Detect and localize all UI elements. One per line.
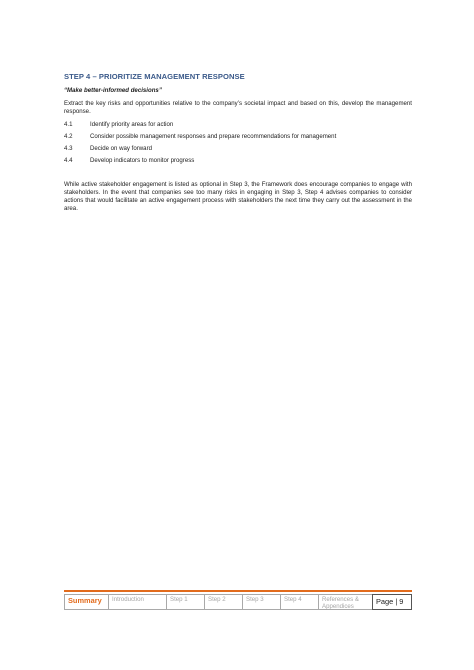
step-text: Decide on way forward (90, 145, 152, 153)
step-item (64, 157, 412, 169)
tab-step-4[interactable]: Step 4 (280, 594, 318, 610)
step-text: Consider possible management responses and prepare recommendations for management (90, 132, 337, 140)
document-body (64, 72, 412, 213)
step-number: 4.4 (64, 157, 73, 165)
step-text: Develop indicators to monitor progress (90, 157, 195, 165)
step-number: 4.3 (64, 145, 73, 153)
step-text: Identify priority areas for action (90, 120, 174, 128)
tab-introduction[interactable]: Introduction (108, 594, 166, 610)
tab-references-appendices[interactable]: References & Appendices (318, 594, 372, 610)
closing-paragraph: While active stakeholder engagement is listed as optional in Step 3, the Framework does encourage companies to engage with stakeholders. In the event that companies see too many risks in engaging in Step 3, Step 4 advises companies to consider actions that would facilitate an active engagement process with stakeholders the next time they carry out the assessment in the area. (64, 180, 412, 213)
footer-divider (64, 590, 412, 592)
step-item (64, 145, 412, 157)
step-item (64, 133, 412, 145)
step-number: 4.1 (64, 120, 73, 128)
step-number: 4.2 (64, 132, 73, 140)
footer-nav (64, 594, 412, 610)
tab-summary[interactable]: Summary (64, 594, 108, 610)
tab-step-1[interactable]: Step 1 (166, 594, 204, 610)
page-number: Page | 9 (372, 594, 412, 610)
step-list (64, 121, 412, 170)
intro-paragraph: Extract the key risks and opportunities relative to the company’s societal impact and based on this, develop the management response. (64, 100, 412, 116)
section-quote: “Make better-informed decisions” (64, 87, 162, 94)
section-heading: STEP 4 – PRIORITIZE MANAGEMENT RESPONSE (64, 72, 245, 81)
tab-step-2[interactable]: Step 2 (204, 594, 242, 610)
tab-step-3[interactable]: Step 3 (242, 594, 280, 610)
step-item (64, 121, 412, 133)
